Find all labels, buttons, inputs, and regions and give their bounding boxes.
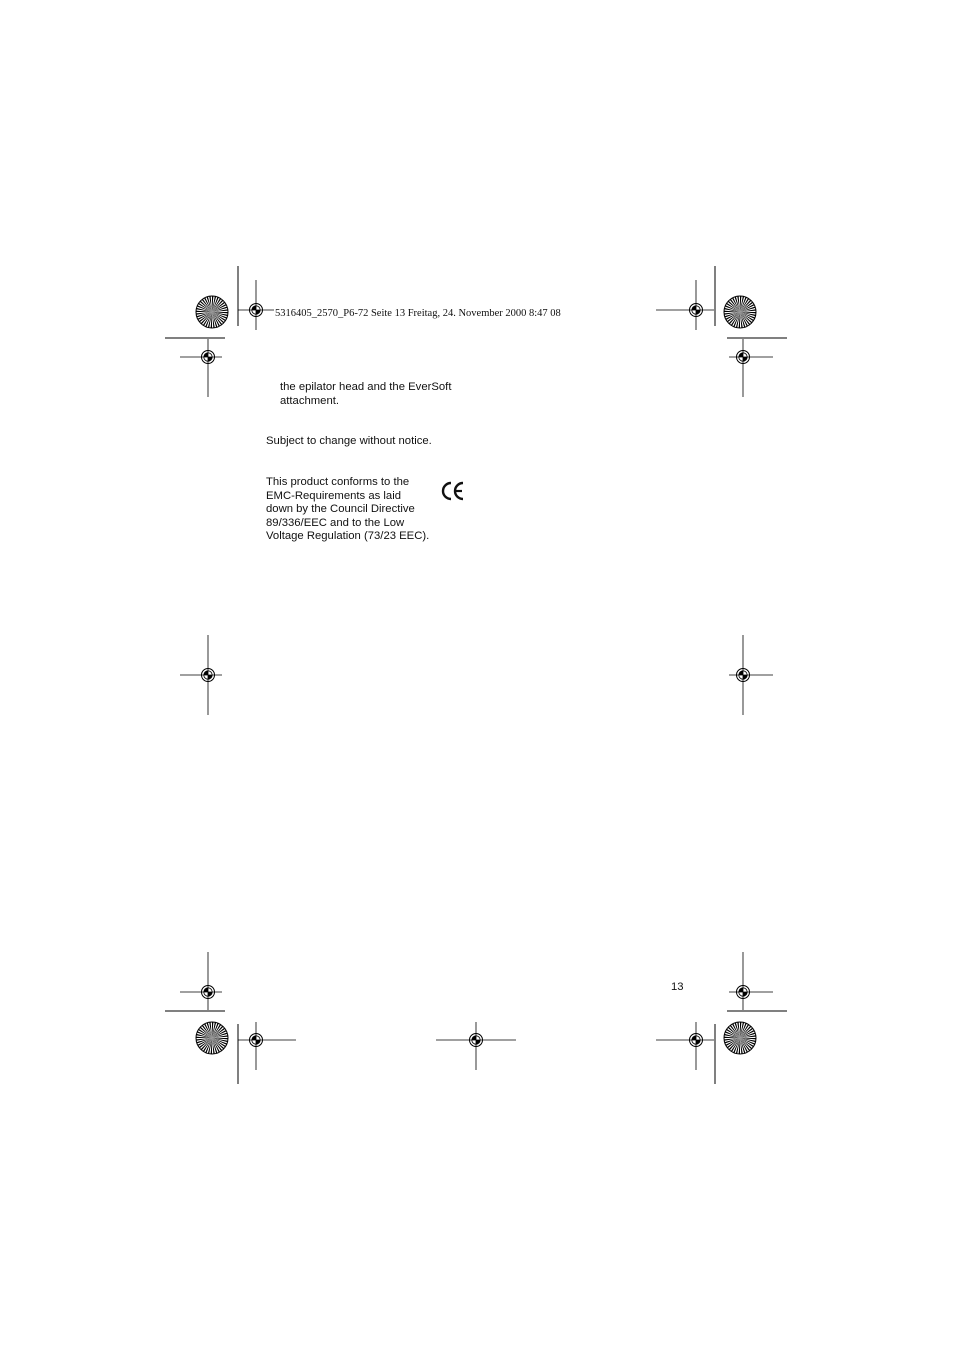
registration-target-icon	[238, 280, 274, 330]
registration-target-icon	[729, 339, 773, 397]
text-line: the epilator head and the EverSoft	[280, 381, 452, 393]
starburst-target-icon	[196, 296, 228, 328]
registration-target-icon	[436, 1022, 516, 1070]
text-line: 89/336/EEC and to the Low	[266, 516, 405, 529]
registration-target-icon	[180, 635, 222, 715]
page-number: 13	[671, 981, 684, 993]
registration-target-icon	[238, 1022, 296, 1070]
registration-target-icon	[729, 952, 773, 1010]
starburst-target-icon	[196, 1022, 228, 1054]
registration-target-icon	[656, 280, 714, 330]
text-line: down by the Council Directive	[266, 503, 415, 516]
registration-target-icon	[180, 339, 222, 397]
starburst-target-icon	[724, 296, 756, 328]
text-line: Subject to change without notice.	[266, 435, 432, 447]
crop-lines	[165, 266, 787, 1084]
print-slug-header: 5316405_2570_P6-72 Seite 13 Freitag, 24. November 2000 8:47 08	[275, 308, 561, 319]
text-line: This product conforms to the	[266, 476, 410, 488]
registration-target-icon	[656, 1022, 714, 1070]
text-line: EMC-Requirements as laid	[266, 489, 401, 502]
registration-target-icon	[180, 952, 222, 1010]
text-line: Voltage Regulation (73/23 EEC).	[266, 530, 430, 543]
starburst-target-icon	[724, 1022, 756, 1054]
text-line: attachment.	[280, 394, 340, 407]
registration-target-icon	[729, 635, 773, 715]
